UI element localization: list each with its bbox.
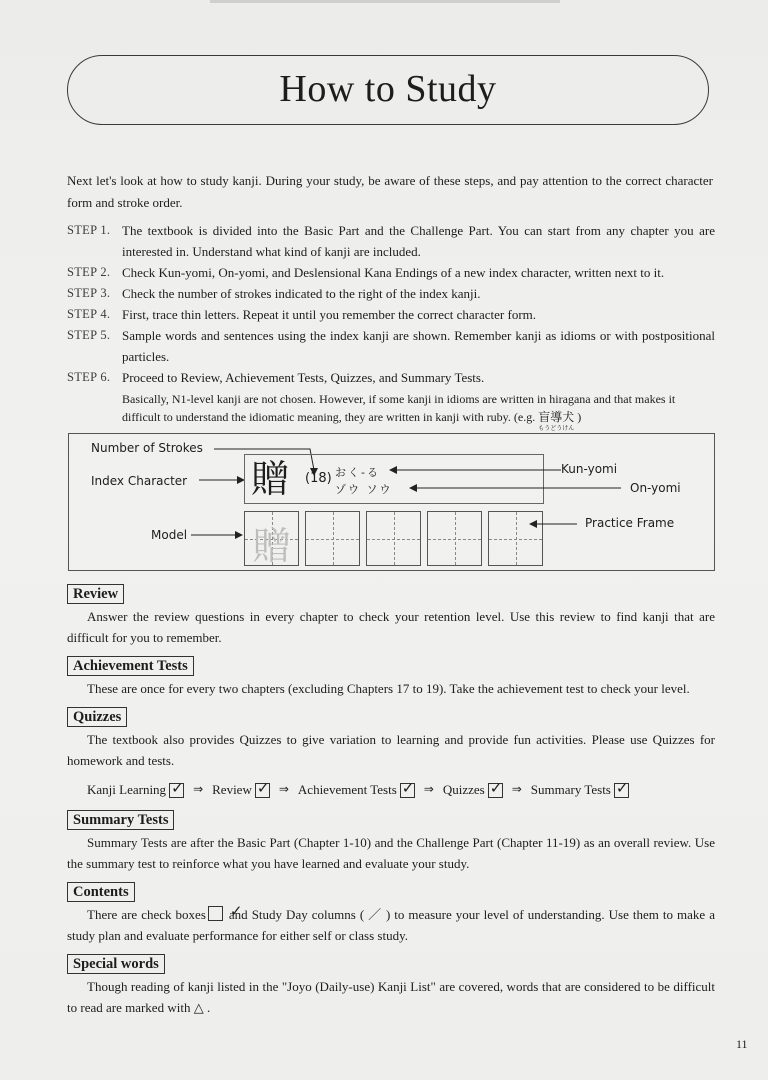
page-number: 11: [736, 1037, 748, 1051]
summary-text: Summary Tests are after the Basic Part (Chapter 1-10) and the Challenge Part (Chapter 11-19) as an overall review. Use the summary test to reinforce what you have learned and evaluate your study.: [67, 835, 715, 871]
title-banner: [67, 55, 709, 125]
flow-item-label: Quizzes: [442, 782, 485, 797]
page-title: How to Study: [279, 68, 497, 110]
on-yomi-arrow: [409, 483, 624, 493]
model-kanji: 贈: [252, 524, 291, 568]
checkbox-icon: [208, 906, 223, 921]
contents-text: [67, 904, 715, 946]
ruby-example: [538, 408, 575, 432]
kanji-layout-diagram: [68, 433, 715, 571]
step-2: [67, 262, 715, 283]
step-6: [67, 367, 715, 388]
checkbox-icon: [169, 783, 184, 798]
on-reading: ゾウ ソウ: [335, 483, 393, 496]
special-words-heading: Special words: [67, 954, 165, 974]
achievement-section: [67, 648, 715, 699]
achievement-text: These are once for every two chapters (excluding Chapters 17 to 19). Take the achievement test to check your level.: [87, 681, 690, 696]
step-6-note: [122, 390, 715, 432]
contents-text-b: and Study Day columns ( ／ ) to measure your level of understanding. Use them to make a study plan and evaluate performance for either self or class study.: [67, 907, 715, 943]
checkbox-icon: [614, 783, 629, 798]
step-5: [67, 325, 715, 367]
practice-frame-arrow: [529, 519, 579, 529]
sections: [67, 583, 715, 1018]
ruby-base: 盲導犬: [538, 410, 575, 424]
achievement-heading: Achievement Tests: [67, 656, 194, 676]
flow-item-label: Achievement Tests: [297, 782, 397, 797]
summary-heading: Summary Tests: [67, 810, 174, 830]
arrow-icon: ⇒: [511, 782, 522, 796]
flow-item-label: Kanji Learning: [87, 782, 167, 797]
contents-text-a: There are check boxes: [87, 907, 206, 922]
step-text: Sample words and sentences using the index kanji are shown. Remember kanji as idioms or with postpositional particles.: [122, 328, 715, 364]
step-4: [67, 304, 715, 325]
on-yomi-label: On-yomi: [630, 481, 681, 495]
quizzes-heading: Quizzes: [67, 707, 127, 727]
review-section: [67, 583, 715, 648]
flow-item: [212, 779, 270, 800]
step-text: First, trace thin letters. Repeat it until you remember the correct character form.: [122, 307, 537, 322]
practice-cell: [366, 511, 421, 566]
practice-frame-row: [244, 511, 543, 566]
page-top-edge: [210, 0, 560, 3]
special-words-text: Though reading of kanji listed in the "Joyo (Daily-use) Kanji List" are covered, words that are considered to be difficult to read are marked with △ .: [67, 979, 715, 1015]
step-label: STEP 1.: [67, 223, 111, 237]
step-1: [67, 220, 715, 262]
steps-list: [67, 220, 715, 432]
flow-item: [87, 779, 184, 800]
practice-frame-label: Practice Frame: [585, 516, 675, 530]
number-of-strokes-label: Number of Strokes: [91, 441, 203, 455]
contents-section: [67, 874, 715, 946]
review-text: Answer the review questions in every chapter to check your retention level. Use this review to find kanji that are difficult for you to remember.: [67, 609, 715, 645]
step-label: STEP 4.: [67, 307, 111, 321]
arrow-icon: ⇒: [278, 782, 289, 796]
intro-paragraph: Next let's look at how to study kanji. During your study, be aware of these steps, and pay attention to the correct character form and stroke order.: [67, 173, 713, 210]
step-label: STEP 2.: [67, 265, 111, 279]
index-kanji: 贈: [251, 457, 290, 501]
quizzes-text: The textbook also provides Quizzes to give variation to learning and provide fun activities. Please use Quizzes for homework and tests.: [67, 732, 715, 768]
step-3: [67, 283, 715, 304]
model-arrow: [191, 529, 247, 541]
arrow-icon: ⇒: [193, 782, 204, 796]
flow-item: [298, 779, 415, 800]
arrow-icon: ⇒: [423, 782, 434, 796]
flow-item: [531, 779, 629, 800]
study-flow: [87, 779, 715, 800]
checkbox-icon: [488, 783, 503, 798]
step-text: The textbook is divided into the Basic Part and the Challenge Part. You can start from any chapter you are interested in. Understand what kind of kanji are included.: [122, 223, 715, 259]
practice-cell: [427, 511, 482, 566]
stroke-count: (18): [305, 471, 332, 486]
review-heading: Review: [67, 584, 124, 604]
model-label: Model: [151, 528, 188, 542]
flow-item-label: Summary Tests: [530, 782, 611, 797]
contents-heading: Contents: [67, 882, 135, 902]
quizzes-section: [67, 699, 715, 800]
flow-item: [443, 779, 503, 800]
step-label: STEP 5.: [67, 328, 111, 342]
index-character-label: Index Character: [91, 474, 188, 488]
summary-section: [67, 802, 715, 874]
flow-item-label: Review: [212, 782, 252, 797]
kun-reading: おく-る: [335, 466, 380, 479]
index-character-arrow: [199, 474, 249, 486]
ruby-reading: もうどうけん: [538, 426, 575, 432]
step-text: Check Kun-yomi, On-yomi, and Deslensional Kana Endings of a new index character, written next to it.: [122, 265, 665, 280]
model-cell: [244, 511, 299, 566]
checkbox-icon: [400, 783, 415, 798]
kun-yomi-label: Kun-yomi: [561, 462, 618, 476]
checkbox-icon: [255, 783, 270, 798]
step-text: Check the number of strokes indicated to the right of the index kanji.: [122, 286, 481, 301]
step-6-note-end: ): [574, 410, 582, 424]
step-label: STEP 6.: [67, 370, 111, 384]
step-6-note-text: Basically, N1-level kanji are not chosen. However, if some kanji in idioms are written in hiragana and that makes it difficult to understand the idiomatic meaning, they are written in kanji with ruby. (e.g.: [122, 392, 676, 424]
special-words-section: [67, 946, 715, 1018]
kun-yomi-arrow: [389, 465, 564, 475]
practice-cell: [305, 511, 360, 566]
step-text: Proceed to Review, Achievement Tests, Quizzes, and Summary Tests.: [122, 370, 485, 385]
step-label: STEP 3.: [67, 286, 111, 300]
